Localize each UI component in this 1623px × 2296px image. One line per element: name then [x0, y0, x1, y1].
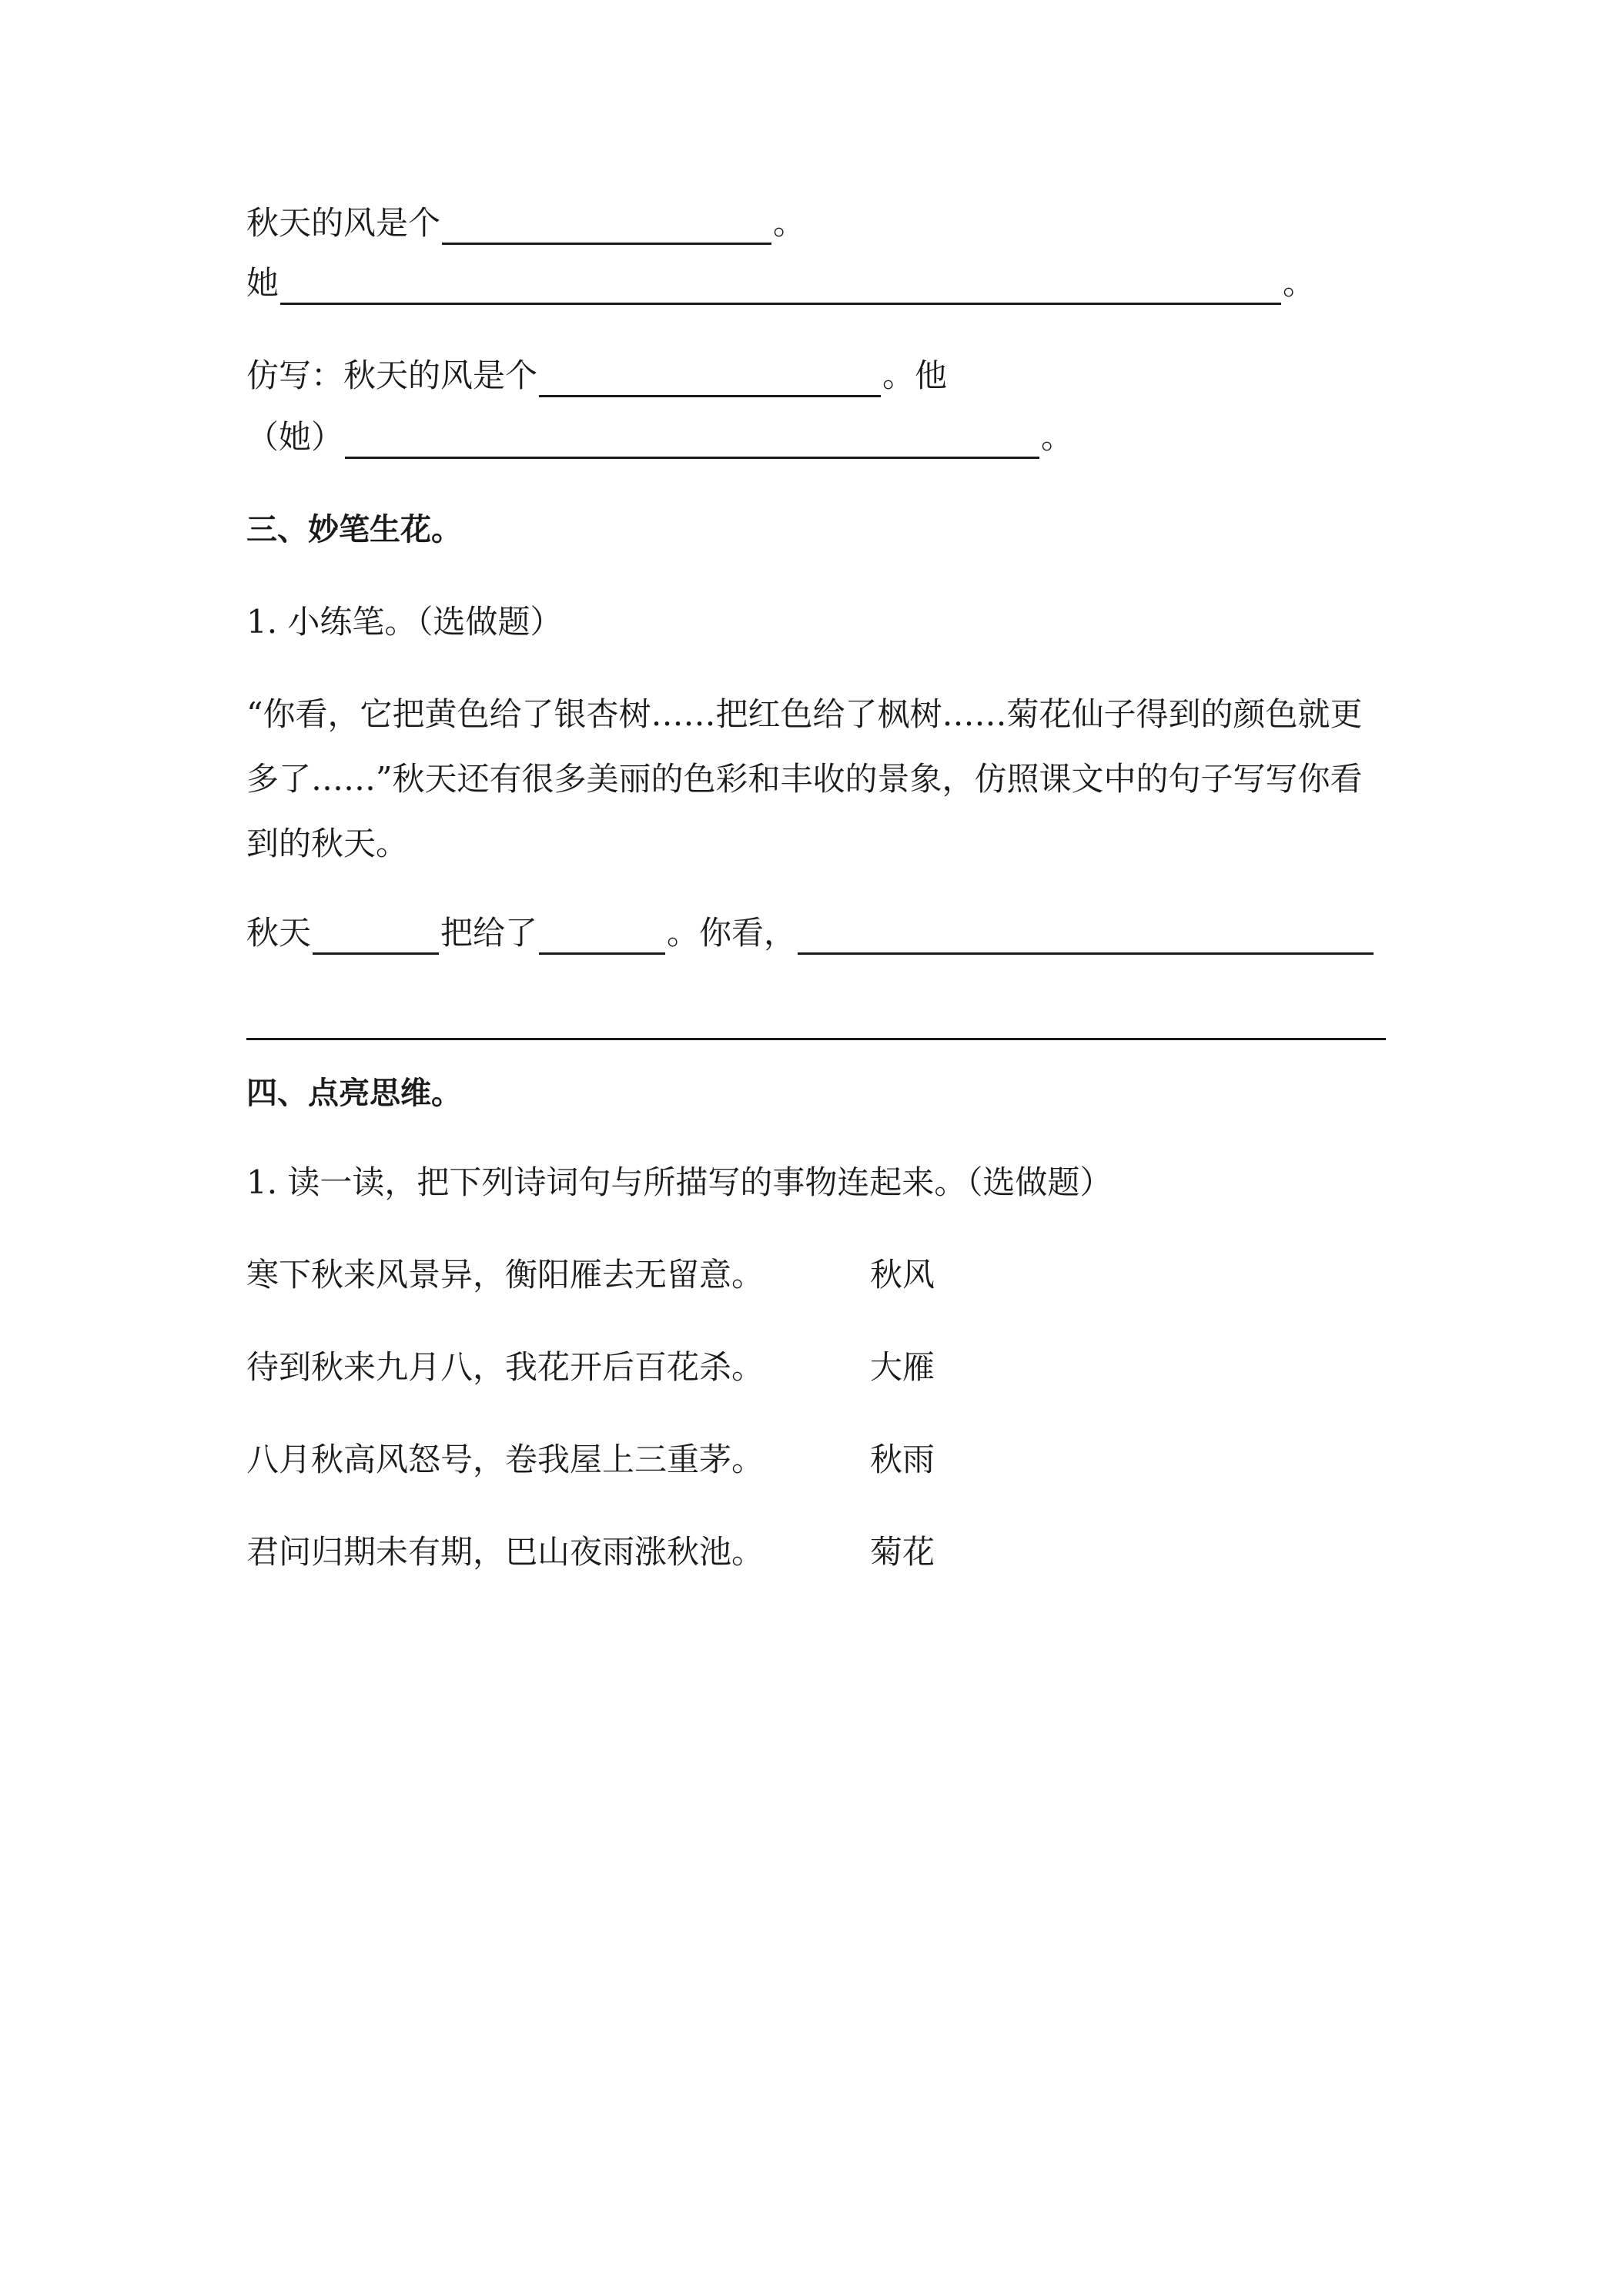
sentence-prefix: 秋天的风是个	[246, 204, 441, 242]
poem-line[interactable]: 寒下秋来风景异，衡阳雁去无留意。	[246, 1256, 765, 1294]
passage	[246, 682, 1386, 876]
blank-line-she	[246, 262, 1315, 305]
sentence-suffix: 。	[1041, 418, 1074, 456]
match-item[interactable]: 大雁	[870, 1348, 935, 1386]
answer-blank[interactable]	[345, 424, 1039, 459]
question-title: 1. 小练笔。（选做题）	[246, 603, 563, 641]
answer-blank[interactable]	[539, 920, 665, 955]
answer-blank[interactable]	[313, 920, 439, 955]
answer-blank[interactable]	[798, 920, 1374, 955]
sentence-prefix: 她	[246, 264, 279, 302]
question-title: 1. 读一读，把下列诗词句与所描写的事物连起来。（选做题）	[246, 1163, 1113, 1201]
section-heading-3: 三、妙笔生花。	[246, 512, 462, 547]
poem-line[interactable]: 君问归期未有期，巴山夜雨涨秋池。	[246, 1533, 765, 1571]
sentence-suffix: 。他	[882, 356, 948, 394]
passage-line: “你看，它把黄色给了银杏树……把红色给了枫树……菊花仙子得到的颜色就更	[246, 695, 1363, 733]
sentence-prefix: 仿写：秋天的风是个	[246, 356, 538, 394]
match-item[interactable]: 菊花	[870, 1533, 935, 1571]
poem-line[interactable]: 八月秋高风怒号，卷我屋上三重茅。	[246, 1441, 765, 1478]
sentence-suffix: 。	[773, 204, 806, 242]
passage-line: 到的秋天。	[246, 825, 409, 862]
answer-blank[interactable]	[442, 210, 771, 245]
sentence-prefix: （她）	[246, 418, 344, 456]
writing-line[interactable]	[246, 1038, 1386, 1040]
prompt-text: 把给了	[440, 914, 538, 952]
prompt-text: 。你看，	[667, 914, 797, 952]
answer-blank[interactable]	[280, 270, 1281, 305]
match-item[interactable]: 秋雨	[870, 1441, 935, 1478]
writing-prompt-line	[246, 912, 1375, 955]
poem-line[interactable]: 待到秋来九月八，我花开后百花杀。	[246, 1348, 765, 1386]
sentence-suffix: 。	[1283, 264, 1316, 302]
imitation-line-1	[246, 354, 947, 397]
section-heading-4: 四、点亮思维。	[246, 1076, 462, 1111]
match-item[interactable]: 秋风	[870, 1256, 935, 1294]
prompt-text: 秋天	[246, 914, 312, 952]
passage-line: 多了……”秋天还有很多美丽的色彩和丰收的景象，仿照课文中的句子写写你看	[246, 760, 1363, 798]
answer-blank[interactable]	[539, 363, 881, 397]
imitation-line-2	[246, 416, 1073, 459]
blank-line-autumn-wind	[246, 202, 805, 245]
